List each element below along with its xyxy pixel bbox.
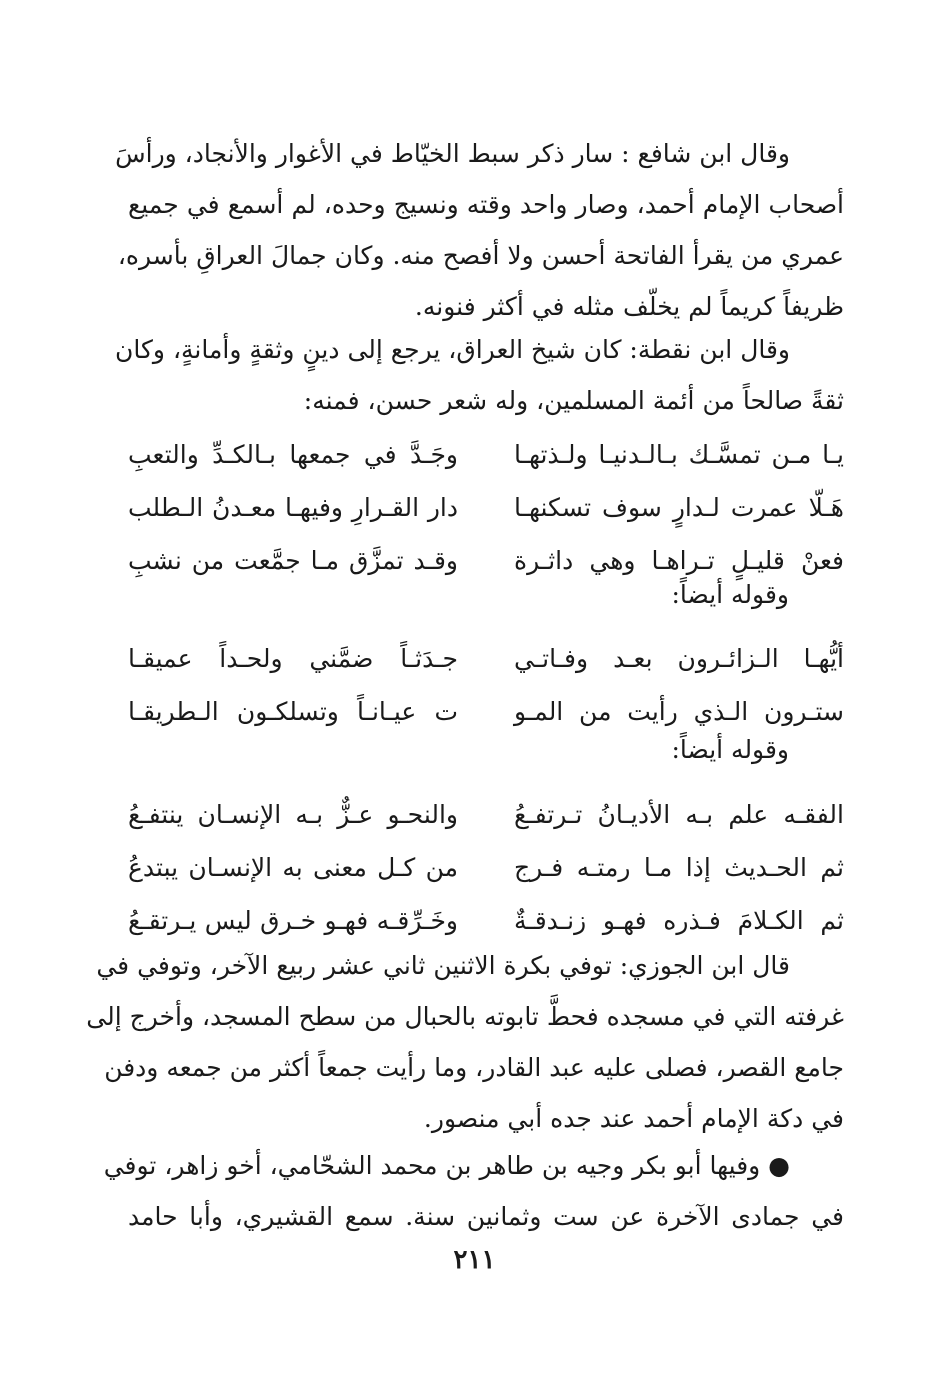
- verse-second-hemistich: وقـد تمزَّق مـا جمَّعت من نشبِ: [128, 546, 458, 575]
- verse-second-hemistich: والنحـو عـزٌّ بـه الإنسـان ينتفـعُ: [128, 800, 458, 829]
- text-line: قال ابن الجوزي: توفي بكرة الاثنين ثاني عشر ربيع الآخر، وتوفي في: [96, 951, 790, 980]
- verse-first-hemistich: فعنْ قليـلٍ تـراهـا وهي داثـرة: [514, 546, 844, 575]
- page-number: ٢١١: [453, 1245, 496, 1275]
- verse-first-hemistich: يـا مـن تمسَّـك بـالـدنيـا ولـذتهـا: [514, 440, 844, 469]
- verse-first-hemistich: الفقـه علم بـه الأديـانُ تـرتفـعُ: [514, 800, 844, 829]
- text-line: ● وفيها أبو بكر وجيه بن طاهر بن محمد الشحّامي، أخو زاهر، توفي: [103, 1151, 790, 1180]
- text-line: عمري من يقرأ الفاتحة أحسن ولا أفصح منه. وكان جمالَ العراقِ بأسره،: [117, 241, 844, 270]
- verse-line: [128, 685, 844, 738]
- verse-second-hemistich: جـدَثـاً ضمَّني ولحـداً عميقـا: [128, 644, 458, 673]
- poem-3: [128, 788, 844, 947]
- text-line: ثقةً صالحاً من أئمة المسلمين، وله شعر حسن، فمنه:: [303, 386, 844, 415]
- paragraph-ibn-nuqta: [115, 324, 844, 426]
- verse-line: [128, 632, 844, 685]
- text-line: في دكة الإمام أحمد عند جده أبي منصور.: [423, 1104, 844, 1133]
- verse-line: [128, 788, 844, 841]
- poem-1: [128, 428, 844, 587]
- text-line: وقال ابن نقطة: كان شيخ العراق، يرجع إلى دينٍ وثقةٍ وأمانةٍ، وكان: [115, 335, 790, 364]
- verse-second-hemistich: وخَـرِّقـه فهـو خـرق ليس يـرتقـعُ: [128, 906, 458, 935]
- text-line: أصحاب الإمام أحمد، وصار واحد وقته ونسيج وحده، لم أسمع في جميع: [128, 190, 844, 219]
- paragraph-ibn-shafi: [115, 128, 844, 332]
- verse-second-hemistich: دار القـرارِ وفيهـا معـدنُ الـطلب: [128, 493, 458, 522]
- verse-first-hemistich: ثم الحـديث إذا مـا رمتـه فـرج: [514, 853, 844, 882]
- verse-first-hemistich: ثم الكـلامَ فـذره فهـو زنـدقـةٌ: [514, 906, 844, 935]
- text-line: ظريفاً كريماً لم يخلّف مثله في أكثر فنونه.: [414, 292, 844, 321]
- text-line: وقال ابن شافع : سار ذكر سبط الخيّاط في الأغوار والأنجاد، ورأسَ: [115, 139, 790, 168]
- poem-2: [128, 632, 844, 738]
- verse-first-hemistich: هَـلّا عمرت لـدارٍ سوف تسكنهـا: [514, 493, 844, 522]
- verse-intro: وقوله أيضاً:: [671, 735, 789, 764]
- paragraph-ibn-al-jawzi: [86, 940, 844, 1144]
- text-line: جامع القصر، فصلى عليه عبد القادر، وما رأيت جمعاً أكثر من جمعه ودفن: [104, 1053, 844, 1082]
- text-line: في جمادى الآخرة عن ست وثمانين سنة. سمع القشيري، وأبا حامد: [128, 1202, 844, 1231]
- verse-first-hemistich: أيُّهـا الـزائـرون بعـد وفـاتـي: [514, 644, 844, 673]
- verse-line: [128, 841, 844, 894]
- verse-first-hemistich: ستـرون الـذي رأيت من المـو: [514, 697, 844, 726]
- verse-second-hemistich: وجَـدَّ في جمعها بـالكـدِّ والتعبِ: [128, 440, 458, 469]
- verse-second-hemistich: ت عيـانـاً وتسلكـون الـطريقـا: [128, 697, 458, 726]
- text-line: غرفته التي في مسجده فحطَّ تابوته بالحبال من سطح المسجد، وأخرج إلى: [86, 1002, 844, 1031]
- verse-line: [128, 481, 844, 534]
- verse-line: [128, 428, 844, 481]
- verse-second-hemistich: من كـل معنى به الإنسـان يبتدعُ: [128, 853, 458, 882]
- verse-intro: وقوله أيضاً:: [671, 580, 789, 609]
- paragraph-wajih-al-shahhami: [103, 1140, 844, 1242]
